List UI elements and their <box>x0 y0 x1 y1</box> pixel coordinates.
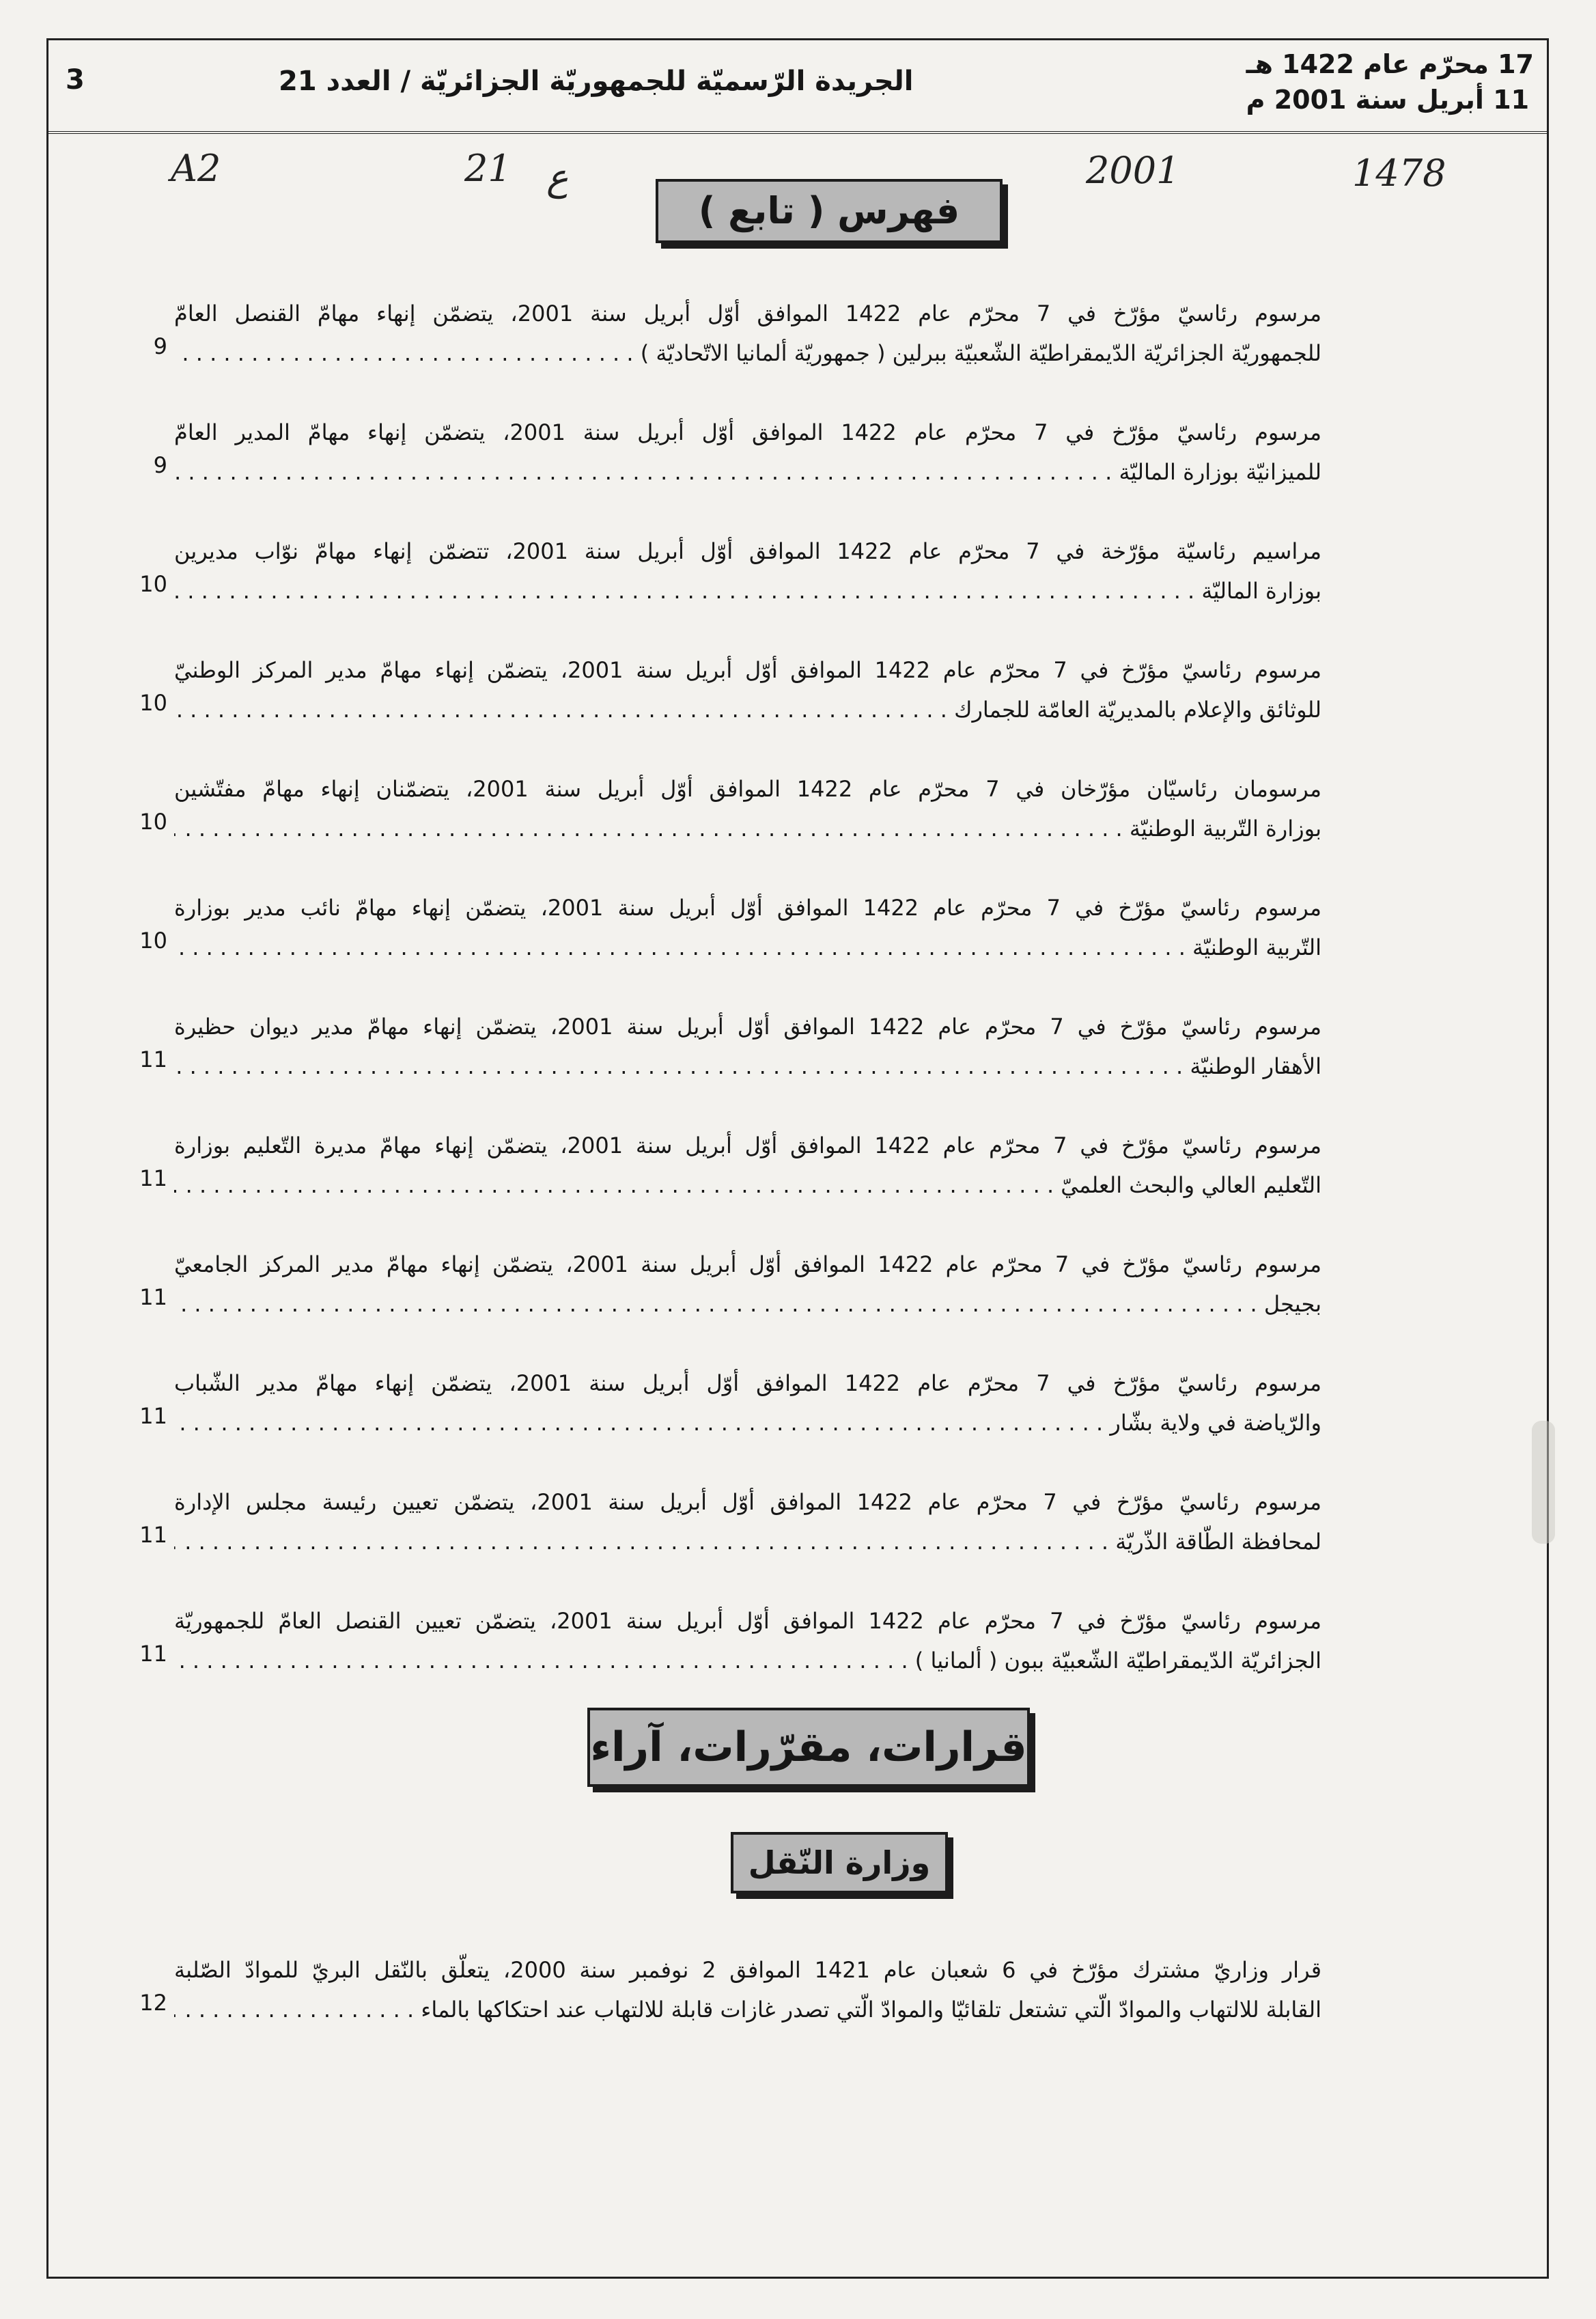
gazette-title: الجريدة الرّسميّة للجمهوريّة الجزائريّة / العدد 21 <box>279 66 914 97</box>
entry-text-line1: مرسوم رئاسيّ مؤرّخ في 7 محرّم عام 1422 الموافق أوّل أبريل سنة 2001، يتضمّن تعيين رئيسة مجلس الإدارة <box>174 1489 1322 1515</box>
entry-text-line2: القابلة للالتهاب والموادّ الّتي تشتعل تلقائيّا والموادّ الّتي تصدر غازات قابلة للالتهاب عند احتكاكها بالماء . . . <box>174 1990 1321 2029</box>
paper-stain <box>1532 1421 1555 1544</box>
index-entry <box>139 531 1322 611</box>
entry-text-line2: لمحافظة الطّاقة الذّريّة . . . <box>174 1522 1321 1561</box>
entry-text-line2: الأهقار الوطنيّة . . . <box>174 1046 1321 1086</box>
entry-text-line2: بوزارة الماليّة . . . <box>174 571 1321 611</box>
page-header <box>46 38 1549 134</box>
ministry-title-box <box>731 1832 948 1893</box>
entry-text-line1: مرسوم رئاسيّ مؤرّخ في 7 محرّم عام 1422 الموافق أوّل أبريل سنة 2001، يتضمّن إنهاء مهامّ القنصل العامّ <box>174 301 1322 327</box>
handwritten-note-number: 1478 <box>1352 152 1446 195</box>
entry-page-number: 12 <box>139 1990 167 2016</box>
entry-page-number: 9 <box>153 452 167 478</box>
entry-page-number: 10 <box>139 690 167 716</box>
date-gregorian: 11 أبريل سنة 2001 م <box>1246 85 1530 115</box>
index-entry <box>139 769 1322 848</box>
index-list <box>139 294 1322 1720</box>
index-entry <box>139 650 1322 730</box>
handwritten-note-year: 2001 <box>1086 149 1180 192</box>
entry-page-number: 9 <box>153 333 167 359</box>
entry-text-line1: مرسوم رئاسيّ مؤرّخ في 7 محرّم عام 1422 الموافق أوّل أبريل سنة 2001، يتضمّن إنهاء مهامّ المدير العامّ <box>174 419 1322 445</box>
entry-text-line2: التّعليم العالي والبحث العلميّ . . . <box>174 1165 1321 1205</box>
entry-text-line1: مرسوم رئاسيّ مؤرّخ في 7 محرّم عام 1422 الموافق أوّل أبريل سنة 2001، يتضمّن تعيين القنصل العامّ للجمهوريّة <box>174 1608 1322 1634</box>
index-entry <box>139 1363 1322 1443</box>
section-title-box <box>587 1708 1030 1787</box>
entry-text-line2: للوثائق والإعلام بالمديريّة العامّة للجمارك . . . <box>174 690 1321 730</box>
index-title: فهرس ( تابع ) <box>698 189 960 232</box>
index-entry <box>153 413 1322 492</box>
entry-text-line1: مرسومان رئاسيّان مؤرّخان في 7 محرّم عام 1422 الموافق أوّل أبريل سنة 2001، يتضمّنان إنهاء مهامّ مفتّشين <box>174 776 1322 802</box>
entry-text-line2: للميزانيّة بوزارة الماليّة . . . <box>174 452 1321 492</box>
issue-date <box>1246 46 1534 117</box>
entry-text-line1: مراسيم رئاسيّة مؤرّخة في 7 محرّم عام 1422 الموافق أوّل أبريل سنة 2001، تتضمّن إنهاء مهامّ نوّاب مديرين <box>174 538 1322 564</box>
index-entry <box>139 1007 1322 1086</box>
entry-text-line2: بجيجل . . . <box>174 1284 1321 1324</box>
entry-text-line1: مرسوم رئاسيّ مؤرّخ في 7 محرّم عام 1422 الموافق أوّل أبريل سنة 2001، يتضمّن إنهاء مهامّ نائب مدير بوزارة <box>174 895 1322 921</box>
section-title: قرارات، مقرّرات، آراء <box>590 1723 1027 1771</box>
entry-text-line1: مرسوم رئاسيّ مؤرّخ في 7 محرّم عام 1422 الموافق أوّل أبريل سنة 2001، يتضمّن إنهاء مهامّ مديرة التّعليم بوزارة <box>174 1133 1321 1158</box>
entry-page-number: 11 <box>139 1641 167 1667</box>
entry-text-line1: مرسوم رئاسيّ مؤرّخ في 7 محرّم عام 1422 الموافق أوّل أبريل سنة 2001، يتضمّن إنهاء مهامّ مدير المركز الوطنيّ <box>174 657 1322 683</box>
date-hijri: 17 محرّم عام 1422 هـ <box>1246 49 1534 79</box>
entry-text-line2: بوزارة التّربية الوطنيّة . . . <box>174 809 1321 848</box>
handwritten-note-ain: ع <box>546 156 569 199</box>
entry-text-line2: والرّياضة في ولاية بشّار . . . <box>174 1403 1321 1443</box>
entry-text-line1: مرسوم رئاسيّ مؤرّخ في 7 محرّم عام 1422 الموافق أوّل أبريل سنة 2001، يتضمّن إنهاء مهامّ مدير ديوان حظيرة <box>174 1014 1322 1040</box>
entry-text-line2: الجزائريّة الدّيمقراطيّة الشّعبيّة ببون ( ألمانيا ) . . . <box>174 1641 1321 1680</box>
ministry-entries <box>139 1950 1322 2069</box>
entry-page-number: 11 <box>139 1522 167 1548</box>
handwritten-note-a2: A2 <box>171 147 221 190</box>
entry-page-number: 11 <box>139 1046 167 1072</box>
entry-page-number: 11 <box>139 1403 167 1429</box>
entry-text-line2: التّربية الوطنيّة . . . <box>174 928 1321 967</box>
index-entry <box>139 1126 1321 1205</box>
ministry-entry <box>139 1950 1322 2029</box>
entry-page-number: 10 <box>139 809 167 835</box>
entry-text-line1: مرسوم رئاسيّ مؤرّخ في 7 محرّم عام 1422 الموافق أوّل أبريل سنة 2001، يتضمّن إنهاء مهامّ مدير المركز الجامعيّ <box>174 1251 1322 1277</box>
entry-page-number: 10 <box>139 928 167 954</box>
entry-text-line2: للجمهوريّة الجزائريّة الدّيمقراطيّة الشّعبيّة ببرلين ( جمهوريّة ألمانيا الاتّحاديّة ) . . . <box>174 333 1321 373</box>
index-entry <box>139 1245 1322 1324</box>
entry-page-number: 11 <box>139 1284 167 1310</box>
entry-text-line1: مرسوم رئاسيّ مؤرّخ في 7 محرّم عام 1422 الموافق أوّل أبريل سنة 2001، يتضمّن إنهاء مهامّ مدير الشّباب <box>174 1370 1322 1396</box>
entry-page-number: 11 <box>139 1165 167 1191</box>
index-entry <box>139 1601 1322 1680</box>
entry-page-number: 10 <box>139 571 167 597</box>
index-title-box <box>656 179 1003 243</box>
page-number: 3 <box>66 64 85 96</box>
index-entry <box>139 888 1322 967</box>
entry-text-line1: قرار وزاريّ مشترك مؤرّخ في 6 شعبان عام 1421 الموافق 2 نوفمبر سنة 2000، يتعلّق بالنّقل البريّ للموادّ الصّلبة <box>174 1957 1322 1983</box>
ministry-title: وزارة النّقل <box>748 1844 931 1881</box>
index-entry <box>139 1482 1322 1561</box>
handwritten-note-21: 21 <box>464 147 512 190</box>
index-entry <box>153 294 1322 373</box>
